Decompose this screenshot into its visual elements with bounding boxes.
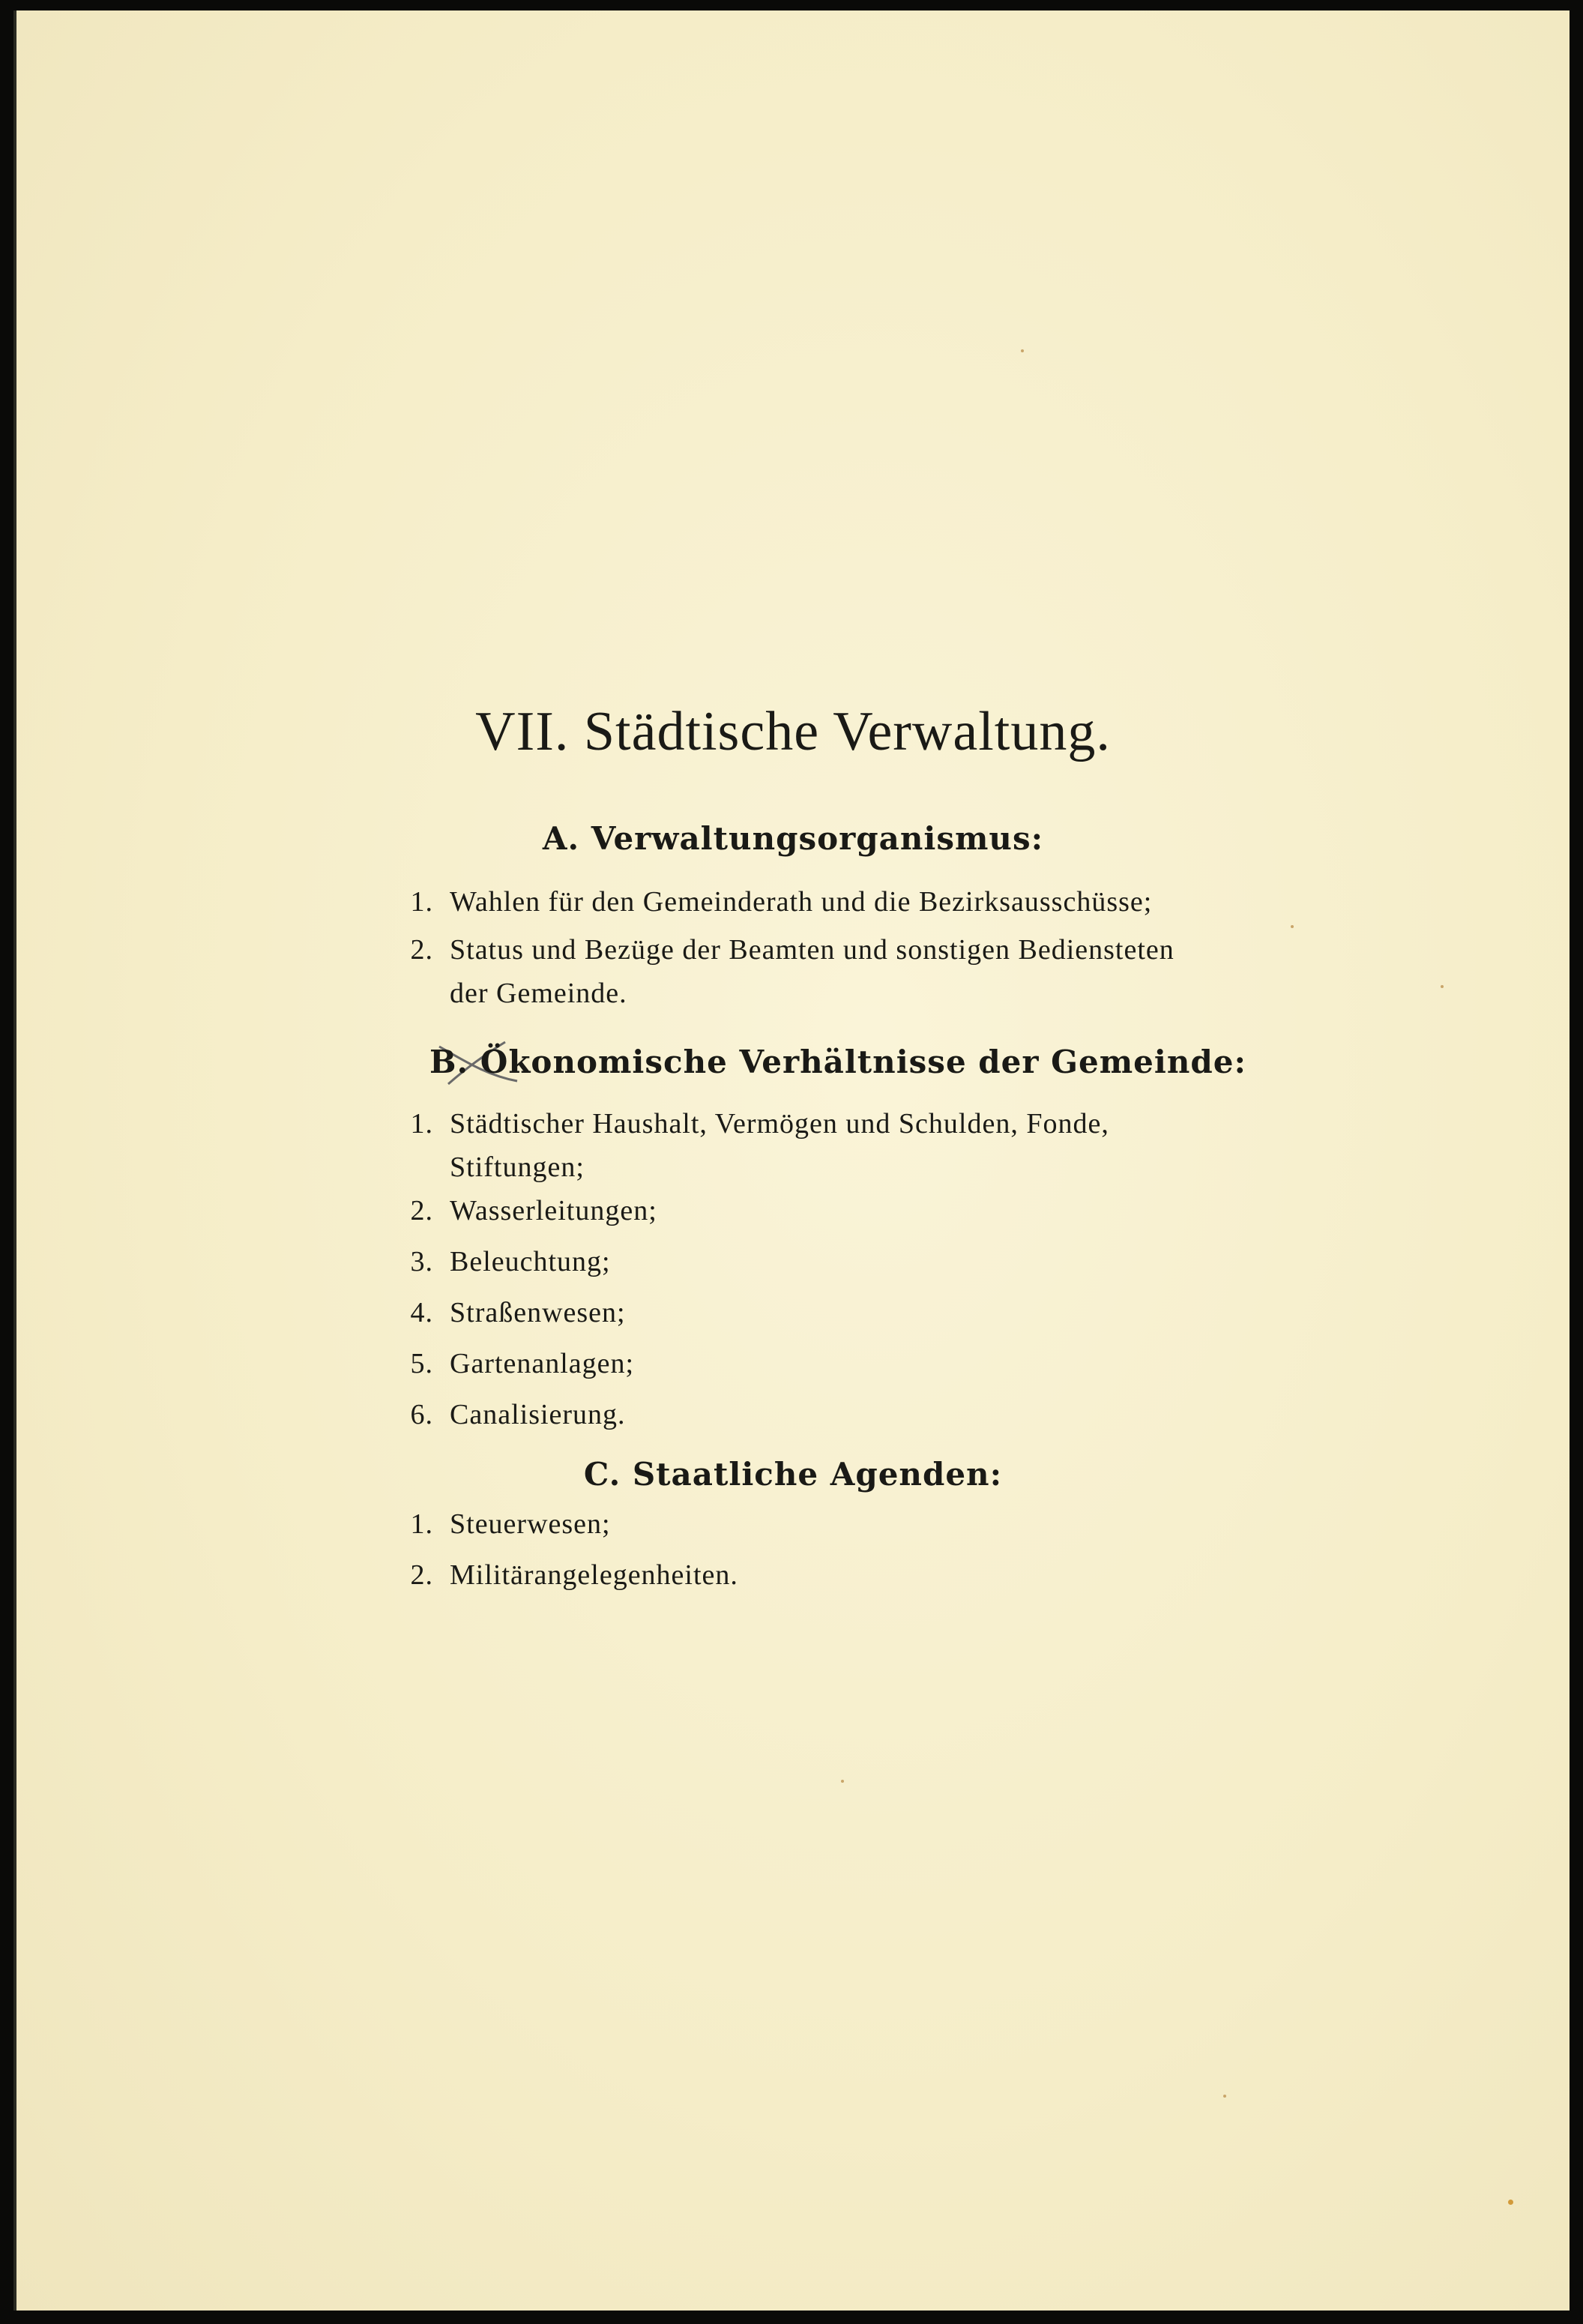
paper-speck <box>1441 985 1444 988</box>
list-item <box>375 1393 1199 1436</box>
section-heading-a: A. Verwaltungsorganismus: <box>542 820 1044 857</box>
paper-speck <box>1291 925 1294 928</box>
list-item <box>375 1291 1199 1334</box>
paper-speck <box>1508 2200 1513 2205</box>
section-heading-b: B. Ökonomische Verhältnisse der Gemeinde: <box>429 1044 1246 1080</box>
item-text: Wasserleitungen; <box>450 1195 657 1226</box>
section-heading-c: C. Staatliche Agenden: <box>583 1456 1003 1493</box>
list-item <box>375 1102 1199 1189</box>
item-text: Canalisierung. <box>450 1399 626 1430</box>
item-number: 6. <box>410 1399 433 1430</box>
item-number: 5. <box>410 1348 433 1379</box>
item-text: Straßenwesen; <box>450 1297 626 1328</box>
list-item <box>375 1553 1199 1597</box>
item-number: 1. <box>410 1108 433 1140</box>
item-number: 3. <box>410 1246 433 1277</box>
item-text: Militärangelegenheiten. <box>450 1559 738 1591</box>
item-number: 2. <box>410 1195 433 1226</box>
item-number: 1. <box>410 886 433 918</box>
document-page <box>13 10 1570 2311</box>
list-item <box>375 1342 1199 1385</box>
page-content <box>16 10 1570 2311</box>
item-text: Status und Bezüge der Beamten und sonstigen Bediensteten <box>450 934 1175 966</box>
list-item <box>375 1189 1199 1232</box>
item-text: Beleuchtung; <box>450 1246 611 1277</box>
item-number: 2. <box>410 934 433 966</box>
item-number: 1. <box>410 1508 433 1540</box>
paper-speck <box>1021 349 1024 352</box>
item-text: Gartenanlagen; <box>450 1348 635 1379</box>
paper-speck <box>841 1780 844 1783</box>
item-text: Wahlen für den Gemeinderath und die Bezirksausschüsse; <box>450 886 1153 918</box>
paper-speck <box>1223 2095 1226 2098</box>
item-number: 2. <box>410 1559 433 1591</box>
item-continuation: der Gemeinde. <box>450 978 627 1009</box>
item-text: Steuerwesen; <box>450 1508 611 1540</box>
item-number: 4. <box>410 1297 433 1328</box>
list-item <box>375 1502 1199 1546</box>
list-item <box>375 928 1199 1015</box>
page-title: VII. Städtische Verwaltung. <box>475 701 1111 762</box>
item-text: Städtischer Haushalt, Vermögen und Schulden, Fonde, <box>450 1108 1109 1140</box>
list-item <box>375 1240 1199 1283</box>
list-item <box>375 880 1199 924</box>
item-continuation: Stiftungen; <box>450 1152 585 1183</box>
